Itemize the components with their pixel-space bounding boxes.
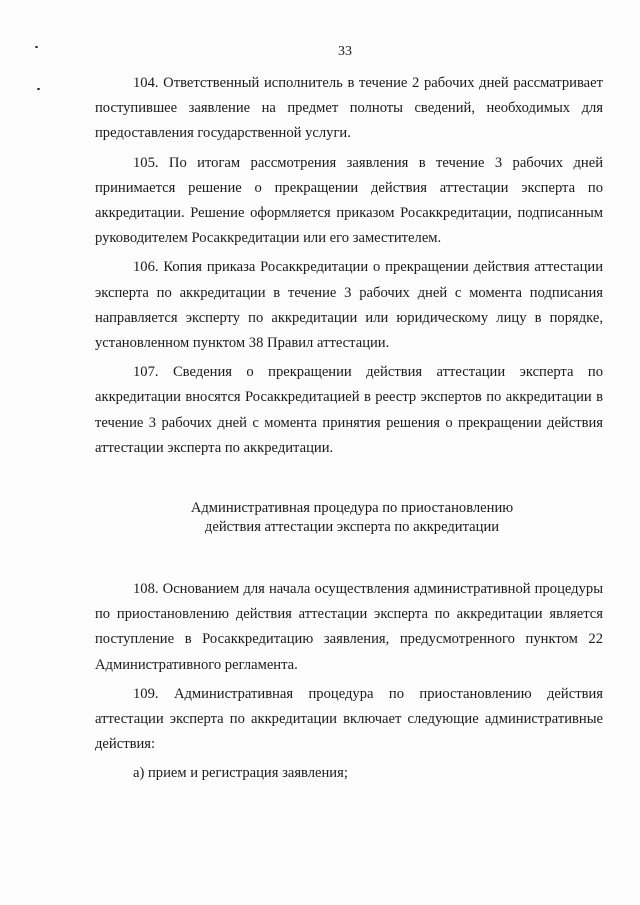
document-body bbox=[95, 71, 603, 791]
paragraph-108: 108. Основанием для начала осуществления административной процедуры по приостановлению действия аттестации эксперта по аккредитации является поступление в Росаккредитацию заявления, предусмотренного пунктом 22 Административного регламента. bbox=[95, 581, 603, 673]
section-heading-line-1: Административная процедура по приостановлению bbox=[190, 500, 514, 517]
page-number: 33 bbox=[338, 44, 352, 59]
scan-speck bbox=[37, 88, 40, 90]
section-heading-line-2: действия аттестации эксперта по аккредитации bbox=[204, 519, 500, 536]
paragraph-105: 105. По итогам рассмотрения заявления в течение 3 рабочих дней принимается решение о прекращении действия аттестации эксперта по аккредитации. Решение оформляется приказом Росаккредитации, подписанным руководителем Росаккредитации или его заместителем. bbox=[95, 154, 603, 247]
paragraph-106: 106. Копия приказа Росаккредитации о прекращении действия аттестации эксперта по аккредитации в течение 3 рабочих дней с момента подписания направляется эксперту по аккредитации или юридическому лицу в порядке, установленном пунктом 38 Правил аттестации. bbox=[95, 259, 603, 352]
list-item-a: а) прием и регистрация заявления; bbox=[133, 765, 348, 782]
section-heading bbox=[95, 499, 603, 537]
paragraph-109: 109. Административная процедура по приостановлению действия аттестации эксперта по аккредитации включает следующие административные действия: bbox=[95, 685, 603, 753]
paragraph-107: 107. Сведения о прекращении действия аттестации эксперта по аккредитации вносятся Росаккредитацией в реестр экспертов по аккредитации в течение 3 рабочих дней с момента принятия решения о прекращении действия аттестации эксперта по аккредитации. bbox=[95, 364, 603, 456]
paragraph-104: 104. Ответственный исполнитель в течение 2 рабочих дней рассматривает поступившее заявление на предмет полноты сведений, необходимых для предоставления государственной услуги. bbox=[95, 75, 603, 142]
